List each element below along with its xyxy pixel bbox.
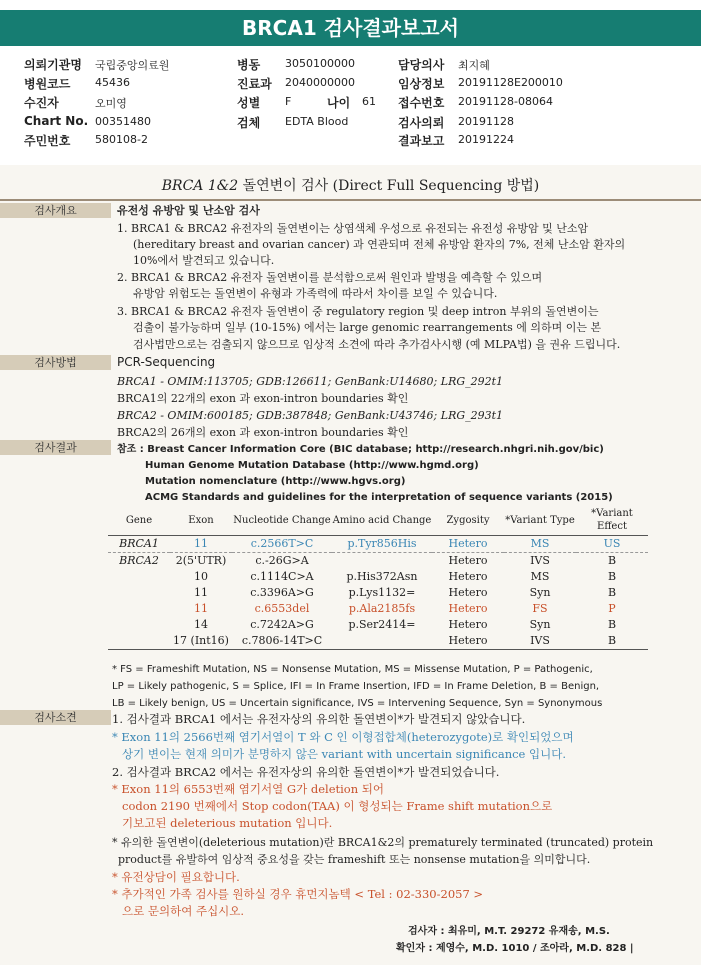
label-sex: 성별 <box>237 96 261 110</box>
opinion-line-7: 기보고된 deleterious mutation 입니다. <box>122 816 333 830</box>
cell-exon: 11 <box>170 536 232 553</box>
cell-variant-effect: P <box>608 602 616 615</box>
opinion-line-5: * Exon 11의 6553번째 염기서열 G가 deletion 되어 <box>112 782 385 796</box>
cell-exon: 2(5'UTR) <box>175 554 227 567</box>
reference-2: Human Genome Mutation Database (http://www.hgmd.org) <box>145 460 479 471</box>
footnote-line-2: LP = Likely pathogenic, S = Splice, IFI = In Frame Insertion, IFD = In Frame Deletion, B = Benign, <box>112 681 600 692</box>
report-title: BRCA1 검사결과보고서 <box>0 10 701 46</box>
value-request-date: 20191128 <box>458 115 514 128</box>
label-age: 나이 <box>327 96 351 110</box>
cell-nucleotide-change: c.6553del <box>254 602 310 615</box>
cell-variant-effect: B <box>607 570 617 583</box>
opinion-line-6: codon 2190 번째에서 Stop codon(TAA) 이 형성되는 Frame shift mutation으로 <box>122 799 553 813</box>
value-age: 61 <box>362 95 376 108</box>
value-resident-number: 580108-2 <box>95 133 148 146</box>
cell-variant-type: Syn <box>529 586 551 599</box>
value-department: 2040000000 <box>285 76 355 89</box>
opinion-line-1: 1. 검사결과 BRCA1 에서는 유전자상의 유의한 돌연변이*가 발견되지 않았습니다. <box>112 712 526 726</box>
value-report-date: 20191224 <box>458 133 514 146</box>
label-ward: 병동 <box>237 58 261 72</box>
cell-nucleotide-change: c.7806-14T>C <box>232 633 332 650</box>
value-accession-number: 20191128-08064 <box>458 95 553 108</box>
method-line-4: BRCA2의 26개의 exon 과 exon-intron boundaries 확인 <box>117 426 409 439</box>
col-variant-effect: *Variant Effect <box>576 505 648 536</box>
value-patient-name: 오미영 <box>95 97 127 110</box>
cell-variant-type: IVS <box>504 633 576 650</box>
cell-gene <box>108 633 170 650</box>
value-physician: 최지혜 <box>458 59 490 72</box>
cell-nucleotide-change: c.-26G>A <box>255 554 309 567</box>
label-specimen: 검체 <box>237 116 261 130</box>
method-title: PCR-Sequencing <box>117 355 216 369</box>
cell-amino-acid-change <box>332 633 432 650</box>
value-requesting-institution: 국립중앙의료원 <box>95 59 170 72</box>
col-nucleotide-change: Nucleotide Change <box>232 505 332 536</box>
opinion-line-9: product를 유발하여 임상적 중요성을 갖는 frameshift 또는 nonsense mutation을 의미합니다. <box>118 853 591 866</box>
overview-line-2: (hereditary breast and ovarian cancer) 과 연관되며 전체 유방암 환자의 7%, 전체 난소암 환자의 <box>133 238 626 251</box>
cell-gene: BRCA2 <box>119 554 159 567</box>
overview-title: 유전성 유방암 및 난소암 검사 <box>117 204 260 217</box>
cell-exon: 10 <box>194 570 208 583</box>
reference-3: Mutation nomenclature (http://www.hgvs.org) <box>145 476 406 487</box>
label-accession-number: 접수번호 <box>398 96 445 110</box>
value-chart-no: 00351480 <box>95 115 151 128</box>
cell-nucleotide-change: c.2566T>C <box>232 536 332 553</box>
opinion-line-10: * 유전상담이 필요합니다. <box>112 870 240 884</box>
opinion-line-4: 2. 검사결과 BRCA2 에서는 유전자상의 유의한 돌연변이*가 발견되었습니다. <box>112 765 500 779</box>
report-heading-gene: BRCA 1&2 <box>161 178 239 194</box>
value-sex: F <box>285 95 292 108</box>
cell-zygosity: Hetero <box>432 633 504 650</box>
label-physician: 담당의사 <box>398 58 445 72</box>
cell-amino-acid-change: p.Lys1132= <box>348 586 416 599</box>
footnote-line-1: * FS = Frameshift Mutation, NS = Nonsense Mutation, MS = Missense Mutation, P = Pathogenic, <box>112 664 593 675</box>
overview-line-1: 1. BRCA1 & BRCA2 유전자의 돌연변이는 상염색체 우성으로 유전되는 유전성 유방암 및 난소암 <box>117 222 589 235</box>
cell-exon: 17 (Int16) <box>170 633 232 650</box>
cell-variant-effect: B <box>607 554 617 567</box>
cell-gene <box>108 601 170 617</box>
reference-4: ACMG Standards and guidelines for the interpretation of sequence variants (2015) <box>145 492 613 503</box>
cell-amino-acid-change: p.Ala2185fs <box>348 602 416 615</box>
cell-nucleotide-change: c.1114C>A <box>250 570 314 583</box>
cell-zygosity: Hetero <box>448 602 488 615</box>
cell-exon: 14 <box>194 618 208 631</box>
label-request-date: 검사의뢰 <box>398 116 445 130</box>
patient-info <box>0 52 701 152</box>
value-specimen: EDTA Blood <box>285 115 349 128</box>
signature-confirmers: 확인자 : 제영수, M.D. 1010 / 조아라, M.D. 828 | <box>396 943 634 954</box>
variant-table <box>108 505 648 650</box>
opinion-line-11: * 추가적인 가족 검사를 원하실 경우 휴먼지놈텍 < Tel : 02-330-2057 > <box>112 887 484 901</box>
col-exon: Exon <box>170 505 232 536</box>
label-clinical-info: 임상정보 <box>398 77 445 91</box>
overview-line-5: 유방암 위험도는 돌연변이 유형과 가족력에 따라서 차이를 보일 수 있습니다. <box>133 287 498 300</box>
cell-amino-acid-change: p.His372Asn <box>346 570 418 583</box>
cell-variant-type: MS <box>504 536 576 553</box>
cell-amino-acid-change: p.Tyr856His <box>332 536 432 553</box>
cell-variant-type: IVS <box>530 554 550 567</box>
col-zygosity: Zygosity <box>432 505 504 536</box>
label-patient-name: 수진자 <box>24 96 59 110</box>
overview-line-7: 검출이 불가능하며 일부 (10-15%) 에서는 large genomic rearrangements 에 의하며 이는 본 <box>133 321 602 334</box>
signature-examiners: 검사자 : 최유미, M.T. 29272 유재송, M.S. <box>408 926 610 937</box>
section-result: 검사결과 <box>0 440 111 455</box>
cell-zygosity: Hetero <box>448 586 488 599</box>
variant-table-header <box>108 505 648 536</box>
table-row <box>108 536 648 553</box>
value-hospital-code: 45436 <box>95 76 130 89</box>
table-row <box>108 553 648 570</box>
section-overview: 검사개요 <box>0 203 111 218</box>
cell-gene <box>108 585 170 601</box>
method-line-3: BRCA2 - OMIM:600185; GDB:387848; GenBank:U43746; LRG_293t1 <box>117 409 504 422</box>
overview-line-3: 10%에서 발견되고 있습니다. <box>133 254 275 267</box>
cell-amino-acid-change: p.Ser2414= <box>348 618 416 631</box>
cell-zygosity: Hetero <box>448 554 488 567</box>
table-row <box>108 585 648 601</box>
opinion-line-12: 으로 문의하여 주십시오. <box>122 904 245 918</box>
cell-variant-type: Syn <box>529 618 551 631</box>
table-row <box>108 617 648 633</box>
value-ward: 3050100000 <box>285 57 355 70</box>
cell-variant-effect: B <box>607 618 617 631</box>
footnote-line-3: LB = Likely benign, US = Uncertain significance, IVS = Intervening Sequence, Syn = Synonymous <box>112 698 603 709</box>
cell-exon: 11 <box>194 586 208 599</box>
table-row <box>108 569 648 585</box>
overview-line-8: 검사법만으로는 검출되지 않으므로 임상적 소견에 따라 추가검사시행 (예 MLPA법) 을 권유 드립니다. <box>133 338 621 351</box>
cell-exon: 11 <box>194 602 208 615</box>
method-line-1: BRCA1 - OMIM:113705; GDB:126611; GenBank:U14680; LRG_292t1 <box>117 375 504 388</box>
col-amino-acid-change: Amino acid Change <box>332 505 432 536</box>
cell-zygosity: Hetero <box>448 570 488 583</box>
overview-line-4: 2. BRCA1 & BRCA2 유전자 돌연변이를 분석함으로써 원인과 발병을 예측할 수 있으며 <box>117 271 543 284</box>
table-row <box>108 601 648 617</box>
section-method: 검사방법 <box>0 355 111 370</box>
label-chart-no: Chart No. <box>24 114 89 128</box>
opinion-line-3: 상기 변이는 현재 의미가 분명하지 않은 variant with uncertain significance 입니다. <box>122 747 567 761</box>
section-opinion: 검사소견 <box>0 710 111 725</box>
label-department: 진료과 <box>237 77 272 91</box>
reference-1: 참조 : Breast Cancer Information Core (BIC database; http://research.nhgri.nih.gov/bic) <box>117 444 604 455</box>
cell-nucleotide-change: c.3396A>G <box>250 586 314 599</box>
cell-variant-effect: B <box>607 586 617 599</box>
cell-gene: BRCA1 <box>108 536 170 553</box>
method-line-2: BRCA1의 22개의 exon 과 exon-intron boundaries 확인 <box>117 392 409 405</box>
cell-zygosity: Hetero <box>448 618 488 631</box>
label-hospital-code: 병원코드 <box>24 77 71 91</box>
cell-variant-type: FS <box>532 602 548 615</box>
cell-variant-type: MS <box>530 570 550 583</box>
report-body <box>0 165 701 965</box>
cell-zygosity: Hetero <box>432 536 504 553</box>
col-variant-type: *Variant Type <box>504 505 576 536</box>
cell-variant-effect: US <box>576 536 648 553</box>
value-clinical-info: 20191128E200010 <box>458 76 563 89</box>
overview-line-6: 3. BRCA1 & BRCA2 유전자 돌연변이 중 regulatory region 및 deep intron 부위의 돌연변이는 <box>117 305 599 318</box>
label-resident-number: 주민번호 <box>24 134 71 148</box>
cell-gene <box>108 569 170 585</box>
opinion-line-8: * 유의한 돌연변이(deleterious mutation)란 BRCA1&2의 prematurely terminated (truncated) protein <box>112 836 654 849</box>
table-row <box>108 633 648 650</box>
cell-nucleotide-change: c.7242A>G <box>250 618 314 631</box>
cell-variant-effect: B <box>576 633 648 650</box>
label-requesting-institution: 의뢰기관명 <box>24 58 82 72</box>
opinion-line-2: * Exon 11의 2566번째 염기서열이 T 와 C 인 이형접합체(heterozygote)로 확인되었으며 <box>112 730 574 744</box>
cell-gene <box>108 617 170 633</box>
col-gene: Gene <box>108 505 170 536</box>
label-report-date: 결과보고 <box>398 134 445 148</box>
cell-amino-acid-change <box>332 553 432 570</box>
report-heading <box>0 173 701 201</box>
report-heading-text: 돌연변이 검사 (Direct Full Sequencing 방법) <box>238 178 540 194</box>
